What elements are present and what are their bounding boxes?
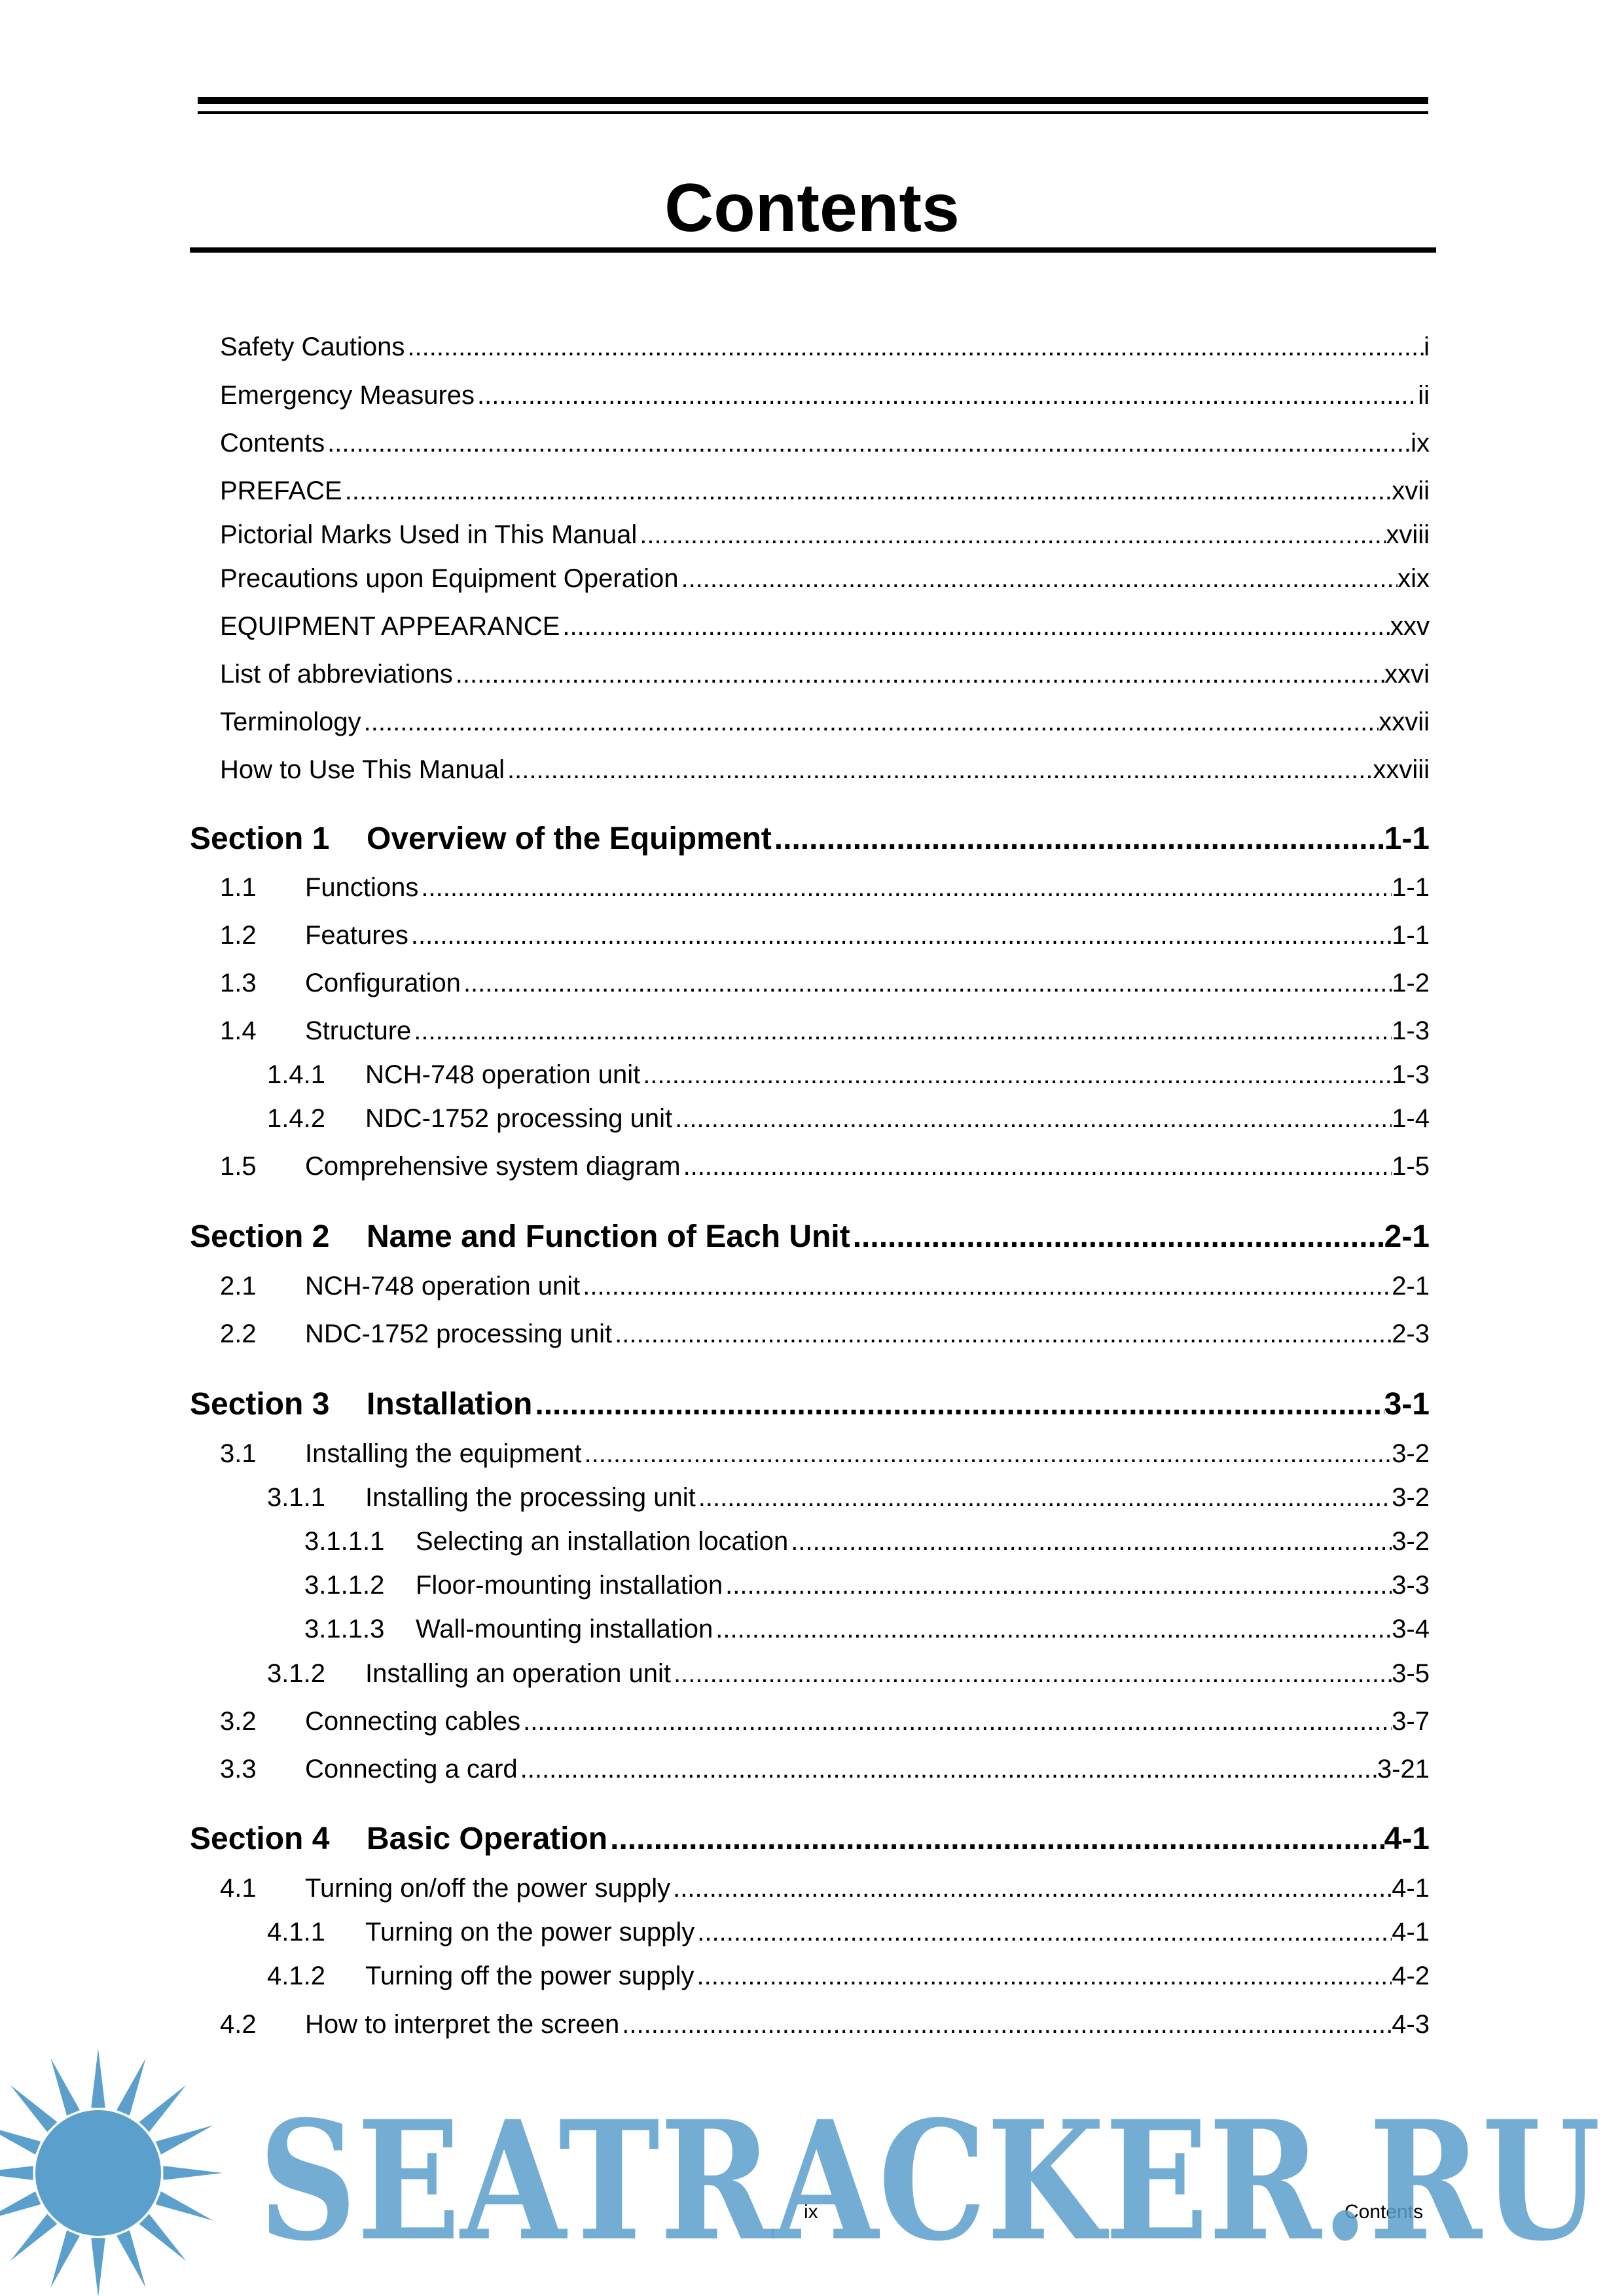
toc-title: Emergency Measures bbox=[220, 381, 475, 410]
toc-entry[interactable] bbox=[220, 966, 1430, 1000]
toc-page-number: xviii bbox=[1386, 520, 1430, 549]
toc-dot-leader bbox=[342, 474, 1392, 508]
toc-entry[interactable] bbox=[220, 753, 1430, 787]
toc-title: Comprehensive system diagram bbox=[305, 1152, 681, 1181]
sun-icon bbox=[0, 2049, 223, 2296]
toc-title: Terminology bbox=[220, 708, 361, 736]
toc-title: Wall-mounting installation bbox=[416, 1615, 713, 1643]
toc-title: Installing the equipment bbox=[305, 1439, 582, 1468]
toc-number: 3.3 bbox=[220, 1755, 257, 1784]
toc-title: NCH-748 operation unit bbox=[305, 1272, 581, 1300]
toc-page-number: 2-1 bbox=[1384, 1219, 1430, 1254]
toc-number: 4.1 bbox=[220, 1874, 257, 1903]
toc-entry[interactable] bbox=[220, 609, 1430, 643]
toc-page-number: i bbox=[1424, 332, 1430, 361]
toc-dot-leader bbox=[607, 1820, 1384, 1859]
toc-dot-leader bbox=[453, 657, 1384, 691]
toc-number: 1.4.1 bbox=[267, 1060, 325, 1089]
toc-title: Selecting an installation location bbox=[416, 1527, 789, 1556]
toc-entry[interactable] bbox=[220, 426, 1430, 460]
toc-section-heading[interactable] bbox=[190, 1820, 1430, 1859]
toc-dot-leader bbox=[505, 753, 1373, 787]
toc-entry[interactable] bbox=[220, 330, 1430, 364]
toc-entry[interactable] bbox=[220, 378, 1430, 412]
toc-title: Basic Operation bbox=[367, 1821, 608, 1856]
toc-dot-leader bbox=[772, 819, 1384, 859]
toc-title: Configuration bbox=[305, 969, 461, 997]
toc-page-number: 3-3 bbox=[1392, 1571, 1430, 1600]
toc-entry[interactable] bbox=[304, 1612, 1430, 1646]
toc-entry[interactable] bbox=[220, 1871, 1430, 1905]
toc-page-number: xxvi bbox=[1384, 660, 1430, 689]
toc-page-number: 3-7 bbox=[1392, 1707, 1430, 1736]
toc-entry[interactable] bbox=[220, 705, 1430, 739]
toc-number: 3.1.1.1 bbox=[304, 1527, 385, 1556]
toc-dot-leader bbox=[560, 609, 1390, 643]
toc-number: Section 4 bbox=[190, 1821, 330, 1856]
sun-ray bbox=[156, 2125, 213, 2155]
toc-number: 1.3 bbox=[220, 969, 257, 997]
toc-number: 1.4.2 bbox=[267, 1104, 325, 1133]
toc-page-number: 3-2 bbox=[1392, 1527, 1430, 1556]
toc-dot-leader bbox=[695, 1915, 1392, 1949]
toc-title: Pictorial Marks Used in This Manual bbox=[220, 520, 638, 549]
toc-page-number: xxv bbox=[1390, 612, 1430, 641]
toc-entry[interactable] bbox=[220, 1014, 1430, 1048]
toc-page-number: 3-21 bbox=[1377, 1755, 1430, 1784]
sun-ray bbox=[117, 2058, 146, 2115]
toc-number: Section 2 bbox=[190, 1219, 330, 1254]
toc-entry[interactable] bbox=[267, 1657, 1430, 1691]
toc-title: Connecting cables bbox=[305, 1707, 521, 1736]
toc-page-number: 3-1 bbox=[1384, 1387, 1430, 1422]
toc-dot-leader bbox=[670, 1871, 1392, 1905]
toc-title: NCH-748 operation unit bbox=[365, 1060, 641, 1089]
toc-page-number: 3-2 bbox=[1392, 1483, 1430, 1512]
toc-entry[interactable] bbox=[220, 870, 1430, 905]
toc-title: Contents bbox=[220, 429, 325, 457]
toc-title: Overview of the Equipment bbox=[367, 821, 772, 856]
toc-page-number: 3-2 bbox=[1392, 1439, 1430, 1468]
toc-title: Name and Function of Each Unit bbox=[367, 1219, 850, 1254]
toc-dot-leader bbox=[612, 1317, 1392, 1351]
toc-dot-leader bbox=[411, 1014, 1392, 1048]
sun-ray bbox=[117, 2231, 146, 2288]
toc-entry[interactable] bbox=[220, 474, 1430, 508]
toc-dot-leader bbox=[713, 1612, 1392, 1646]
toc-title: Functions bbox=[305, 873, 419, 902]
toc-dot-leader bbox=[408, 918, 1392, 952]
toc-dot-leader bbox=[475, 378, 1418, 412]
toc-dot-leader bbox=[580, 1269, 1392, 1303]
toc-dot-leader bbox=[361, 705, 1379, 739]
toc-dot-leader bbox=[788, 1524, 1392, 1558]
toc-dot-leader bbox=[461, 966, 1392, 1000]
toc-dot-leader bbox=[678, 562, 1398, 596]
toc-title: Precautions upon Equipment Operation bbox=[220, 564, 679, 593]
toc-entry[interactable] bbox=[304, 1524, 1430, 1558]
toc-entry[interactable] bbox=[304, 1568, 1430, 1602]
toc-dot-leader bbox=[672, 1102, 1392, 1136]
toc-number: 1.4 bbox=[220, 1016, 257, 1045]
toc-section-heading[interactable] bbox=[190, 1385, 1430, 1424]
toc-dot-leader bbox=[325, 426, 1411, 460]
sun-ray bbox=[139, 2214, 187, 2261]
toc-number: 2.2 bbox=[220, 1319, 257, 1348]
toc-title: Installing the processing unit bbox=[365, 1483, 696, 1512]
toc-page-number: 4-1 bbox=[1384, 1821, 1430, 1856]
toc-entry[interactable] bbox=[267, 1480, 1430, 1515]
sun-ray bbox=[0, 2191, 41, 2221]
toc-dot-leader bbox=[640, 1058, 1392, 1092]
toc-title: Installing an operation unit bbox=[365, 1659, 671, 1688]
toc-section-heading[interactable] bbox=[190, 1217, 1430, 1257]
toc-dot-leader bbox=[723, 1568, 1392, 1602]
toc-title: Installation bbox=[367, 1387, 533, 1422]
sun-ray bbox=[50, 2231, 80, 2288]
watermark-logo bbox=[0, 2042, 1624, 2296]
toc-dot-leader bbox=[696, 1480, 1392, 1515]
toc-title: NDC-1752 processing unit bbox=[305, 1319, 613, 1348]
toc-dot-leader bbox=[405, 330, 1424, 364]
toc-number: 3.1.1.2 bbox=[304, 1571, 385, 1600]
toc-page-number: xxviii bbox=[1373, 755, 1430, 784]
page-title: Contents bbox=[664, 170, 960, 246]
sun-ray bbox=[139, 2085, 187, 2132]
toc-title: Features bbox=[305, 921, 408, 950]
toc-page-number: 1-2 bbox=[1392, 969, 1430, 997]
sun-ray bbox=[10, 2214, 58, 2261]
toc-section-heading[interactable] bbox=[190, 819, 1430, 859]
toc-dot-leader bbox=[637, 518, 1386, 552]
toc-dot-leader bbox=[671, 1657, 1392, 1691]
sun-ray bbox=[10, 2085, 58, 2132]
toc-title: PREFACE bbox=[220, 476, 342, 505]
toc-dot-leader bbox=[681, 1149, 1392, 1183]
watermark-text: SEATRACKER.RU bbox=[259, 2085, 1600, 2277]
toc-title: Connecting a card bbox=[305, 1755, 518, 1784]
footer-section-name: Contents bbox=[1344, 2201, 1424, 2223]
toc-number: 4.1.2 bbox=[267, 1962, 325, 1990]
toc-page-number: 4-3 bbox=[1392, 2010, 1430, 2039]
toc-entry[interactable] bbox=[220, 1317, 1430, 1351]
toc-entry[interactable] bbox=[220, 562, 1430, 596]
toc-entry[interactable] bbox=[220, 1752, 1430, 1786]
toc-number: Section 1 bbox=[190, 821, 330, 856]
toc-page-number: 4-2 bbox=[1392, 1962, 1430, 1990]
toc-page-number: 4-1 bbox=[1392, 1874, 1430, 1903]
toc-dot-leader bbox=[695, 1959, 1392, 1993]
sun-ray bbox=[163, 2166, 223, 2180]
toc-entry[interactable] bbox=[220, 1704, 1430, 1738]
toc-number: 2.1 bbox=[220, 1272, 257, 1300]
toc-number: 4.2 bbox=[220, 2010, 257, 2039]
toc-number: Section 3 bbox=[190, 1387, 330, 1422]
toc-title: List of abbreviations bbox=[220, 660, 453, 689]
footer-page-number: ix bbox=[804, 2201, 818, 2223]
sun-ray bbox=[91, 2049, 105, 2108]
toc-dot-leader bbox=[619, 2007, 1392, 2041]
toc-number: 1.5 bbox=[220, 1152, 257, 1181]
toc-title: How to interpret the screen bbox=[305, 2010, 620, 2039]
toc-title: EQUIPMENT APPEARANCE bbox=[220, 612, 560, 641]
sun-ray bbox=[0, 2166, 33, 2180]
toc-title: Turning off the power supply bbox=[365, 1962, 695, 1990]
toc-page-number: 1-4 bbox=[1392, 1104, 1430, 1133]
toc-title: How to Use This Manual bbox=[220, 755, 505, 784]
toc-dot-leader bbox=[582, 1437, 1392, 1471]
toc-entry[interactable] bbox=[220, 1437, 1430, 1471]
toc-page-number: 2-1 bbox=[1392, 1272, 1430, 1300]
toc-entry[interactable] bbox=[267, 1959, 1430, 1993]
toc-page-number: 1-1 bbox=[1384, 821, 1430, 856]
toc-entry[interactable] bbox=[220, 1269, 1430, 1303]
toc-title: Safety Cautions bbox=[220, 332, 405, 361]
toc-dot-leader bbox=[850, 1217, 1384, 1257]
toc-dot-leader bbox=[520, 1704, 1392, 1738]
toc-number: 3.1.1.3 bbox=[304, 1615, 385, 1643]
toc-dot-leader bbox=[532, 1385, 1384, 1424]
toc-number: 4.1.1 bbox=[267, 1918, 325, 1946]
sun-ray bbox=[50, 2058, 80, 2115]
toc-entry[interactable] bbox=[220, 918, 1430, 952]
toc-page-number: 1-1 bbox=[1392, 873, 1430, 902]
toc-entry[interactable] bbox=[220, 1149, 1430, 1183]
sun-ray bbox=[156, 2191, 213, 2221]
toc-title: Structure bbox=[305, 1016, 412, 1045]
toc-page-number: 1-5 bbox=[1392, 1152, 1430, 1181]
toc-title: NDC-1752 processing unit bbox=[365, 1104, 673, 1133]
toc-page-number: 3-4 bbox=[1392, 1615, 1430, 1643]
toc-dot-leader bbox=[418, 870, 1392, 905]
toc-page-number: 1-1 bbox=[1392, 921, 1430, 950]
sun-ray bbox=[91, 2238, 105, 2296]
toc-number: 1.1 bbox=[220, 873, 257, 902]
toc-number: 3.1 bbox=[220, 1439, 257, 1468]
toc-dot-leader bbox=[518, 1752, 1377, 1786]
sun-ray bbox=[0, 2125, 41, 2155]
toc-entry[interactable] bbox=[220, 518, 1430, 552]
toc-entry[interactable] bbox=[220, 2007, 1430, 2041]
toc-page-number: xvii bbox=[1392, 476, 1430, 505]
toc-page-number: ii bbox=[1418, 381, 1430, 410]
toc-page-number: 2-3 bbox=[1392, 1319, 1430, 1348]
toc-entry[interactable] bbox=[267, 1058, 1430, 1092]
toc-page-number: 1-3 bbox=[1392, 1016, 1430, 1045]
toc-entry[interactable] bbox=[267, 1102, 1430, 1136]
toc-title: Turning on the power supply bbox=[365, 1918, 695, 1946]
toc-number: 3.1.1 bbox=[267, 1483, 325, 1512]
toc-page-number: 3-5 bbox=[1392, 1659, 1430, 1688]
toc-number: 1.2 bbox=[220, 921, 257, 950]
toc-entry[interactable] bbox=[220, 657, 1430, 691]
toc-entry[interactable] bbox=[267, 1915, 1430, 1949]
toc-page-number: xix bbox=[1398, 564, 1430, 593]
toc-page-number: 4-1 bbox=[1392, 1918, 1430, 1946]
toc-number: 3.2 bbox=[220, 1707, 257, 1736]
toc-page-number: xxvii bbox=[1379, 708, 1430, 736]
toc-page-number: ix bbox=[1411, 429, 1430, 457]
toc-title: Turning on/off the power supply bbox=[305, 1874, 671, 1903]
toc-number: 3.1.2 bbox=[267, 1659, 325, 1688]
toc-page-number: 1-3 bbox=[1392, 1060, 1430, 1089]
toc-title: Floor-mounting installation bbox=[416, 1571, 723, 1600]
